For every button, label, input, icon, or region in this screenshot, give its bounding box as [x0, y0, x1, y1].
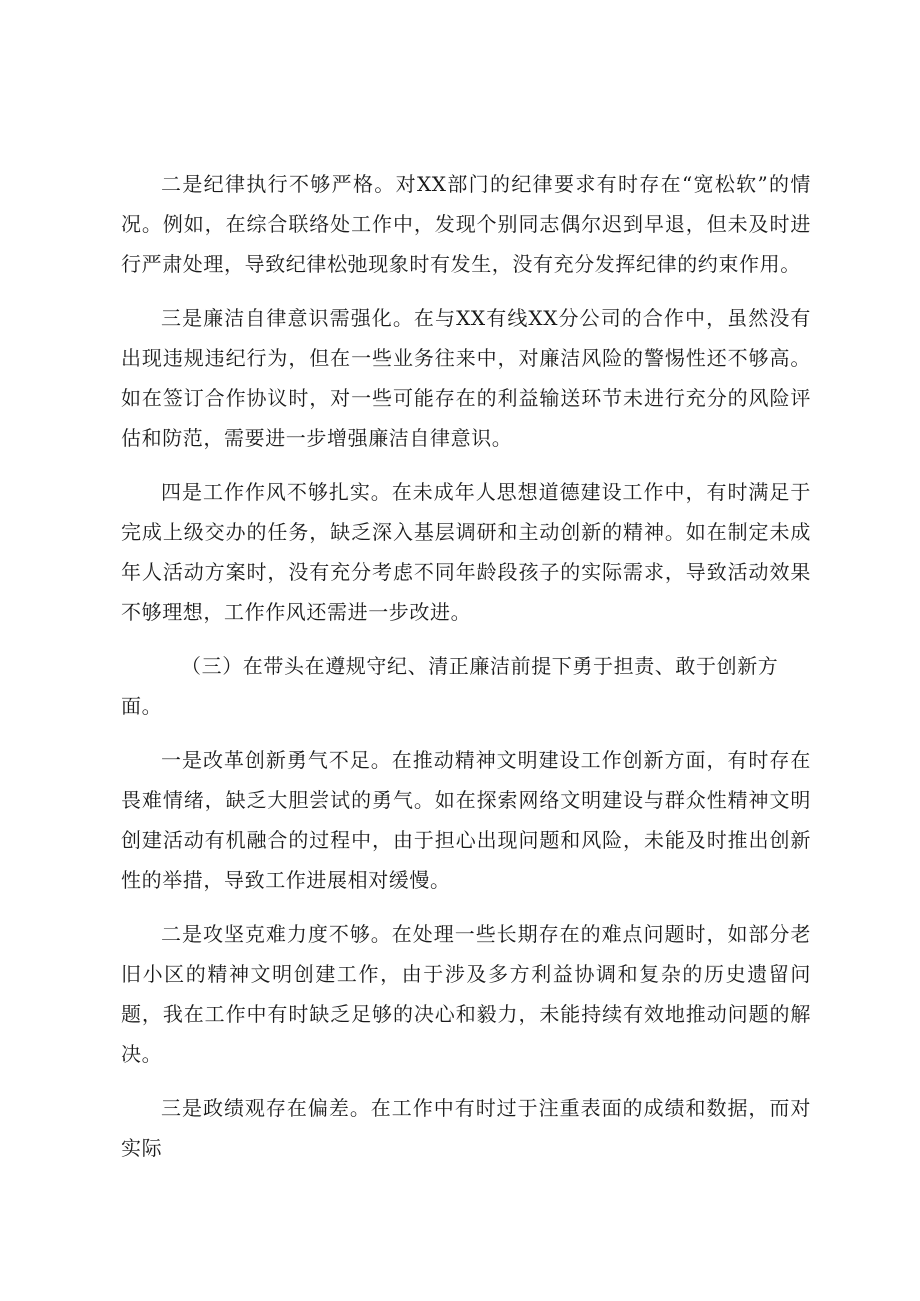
paragraph-integrity-awareness: 三是廉洁自律意识需强化。在与XX有线XX分公司的合作中，虽然没有出现违规违纪行为，但在一些业务往来中，对廉洁风险的警惕性还不够高。如在签订合作协议时，对一些可能存在的利益输送环节未进行充分的风险评估和防范，需要进一步增强廉洁自律意识。: [121, 306, 811, 450]
paragraph-performance-view: 三是政绩观存在偏差。在工作中有时过于注重表面的成绩和数据，而对实际: [121, 1096, 811, 1160]
paragraph-tackling-difficulties: 二是攻坚克难力度不够。在处理一些长期存在的难点问题时，如部分老旧小区的精神文明创建工作，由于涉及多方利益协调和复杂的历史遗留问题，我在工作中有时缺乏足够的决心和毅力，未能持续有效地推动问题的解决。: [121, 922, 811, 1066]
paragraph-discipline-enforcement: 二是纪律执行不够严格。对XX部门的纪律要求有时存在“宽松软”的情况。例如，在综合联络处工作中，发现个别同志偶尔迟到早退，但未及时进行严肃处理，导致纪律松弛现象时有发生，没有充分发挥纪律的约束作用。: [121, 172, 811, 276]
document-body: [121, 164, 811, 1182]
paragraph-work-style: 四是工作作风不够扎实。在未成年人思想道德建设工作中，有时满足于完成上级交办的任务，缺乏深入基层调研和主动创新的精神。如在制定未成年人活动方案时，没有充分考虑不同年龄段孩子的实际需求，导致活动效果不够理想，工作作风还需进一步改进。: [121, 480, 811, 624]
section-heading-3: （三）在带头在遵规守纪、清正廉洁前提下勇于担责、敢于创新方面。: [121, 654, 779, 718]
paragraph-innovation-courage: 一是改革创新勇气不足。在推动精神文明建设工作创新方面，有时存在畏难情绪，缺乏大胆尝试的勇气。如在探索网络文明建设与群众性精神文明创建活动有机融合的过程中，由于担心出现问题和风险，未能及时推出创新性的举措，导致工作进展相对缓慢。: [121, 748, 811, 892]
